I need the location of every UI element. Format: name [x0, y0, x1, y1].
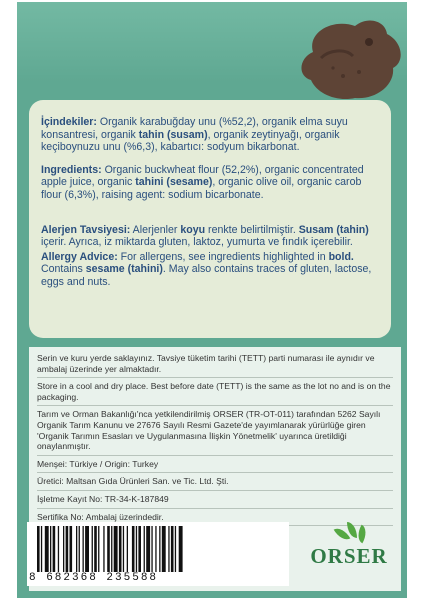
allergy-tr-text-3: içerir. Ayrıca, iz miktarda gluten, laktoz, yumurta ve fındık içerebilir. [41, 236, 353, 249]
barcode-bar [70, 526, 73, 572]
barcode-bar [41, 526, 42, 572]
divider [37, 455, 393, 456]
barcode-bar [168, 526, 169, 572]
barcode-bar [146, 526, 150, 572]
ingredients-en-text-2: , organic olive oil, organic carob flour (6,3%), raising agent: sodium bicarbonate. [41, 176, 362, 201]
allergy-en-heading: Allergy Advice: [41, 250, 118, 263]
divider [37, 508, 393, 509]
divider [37, 490, 393, 491]
allergy-en-text: For allergens, see ingredients highlighted in [117, 250, 329, 263]
barcode-bar [155, 526, 156, 572]
divider [37, 472, 393, 473]
storage-en: Store in a cool and dry place. Best before date (TETT) is the same as the lot no and is on the packaging. [37, 381, 391, 402]
orser-logo [307, 520, 391, 572]
storage-tr: Serin ve kuru yerde saklayınız. Tavsiye tüketim tarihi (TETT) parti numarası ile aynıdır ve ambalaj üzerinde yer almaktadır. [37, 353, 375, 374]
barcode-bars [35, 526, 281, 572]
allergy-tr-text-2: renkte belirtilmiştir. [205, 223, 299, 236]
barcode-bar [159, 526, 160, 572]
barcode-number: 8 682368 235588 [29, 572, 159, 584]
producer-text: Üretici: Maltsan Gıda Ürünleri San. ve Tic. Ltd. Şti. [37, 476, 229, 487]
barcode-bar [136, 526, 137, 572]
barcode-bar [132, 526, 135, 572]
package-background [17, 2, 407, 598]
barcode-bar [144, 526, 145, 572]
barcode [27, 522, 289, 586]
allergy-en-bold-2: sesame (tahini) [85, 263, 163, 276]
barcode-bar [111, 526, 112, 572]
barcode-bar [63, 526, 64, 572]
allergy-en-text-3: . May also contains traces of gluten, lactose, eggs and nuts. [41, 263, 372, 288]
ingredients-en-heading: Ingredients: [41, 163, 102, 176]
divider [37, 377, 393, 378]
ingredients-en [41, 164, 381, 202]
logo-text: ORSER [310, 544, 388, 568]
certification-text: Tarım ve Orman Bakanlığı'nca yetkilendirilmiş ORSER (TR-OT-011) tarafından 5262 Sayılı Organik Tarım Kanunu ve 27676 Sayılı Resmi Gazete'de yayımlanarak yürürlüğe giren 'Organik Tarımın Esasları ve Uygulanmasına İlişkin Yönetmelik' uyarınca üretildiği onaylanmıştır. [37, 409, 381, 452]
ingredients-en-text: Organic buckwheat flour (52,2%), organic concentrated apple juice, organic [41, 163, 364, 189]
barcode-bar [53, 526, 56, 572]
barcode-bar [50, 526, 51, 572]
registration-text: İşletme Kayıt No: TR-34-K-187849 [37, 493, 169, 504]
allergy-tr-text: Alerjenler [130, 223, 181, 236]
allergy-tr-heading: Alerjen Tavsiyesi: [41, 223, 131, 236]
certificate-text: Sertifika No: Ambalaj üzerindedir. [37, 511, 164, 522]
bird-cookie-icon [293, 12, 405, 104]
barcode-bar [76, 526, 77, 572]
barcode-bar [151, 526, 152, 572]
barcode-bar [103, 526, 104, 572]
barcode-bar [123, 526, 124, 572]
allergy-tr [41, 224, 381, 249]
barcode-bar [127, 526, 128, 572]
barcode-bar [175, 526, 176, 572]
barcode-bar [58, 526, 59, 572]
ingredients-tr-text-2: , organik zeytinyağı, organik keçiboynuzu unu (%6,3), kabartıcı: sodyum bikarbonat. [41, 128, 340, 154]
ingredients-tr-text: Organik karabuğday unu (%52,2), organik elma suyu konsantresi, organik [41, 116, 348, 141]
barcode-bar [138, 526, 141, 572]
barcode-bar [85, 526, 89, 572]
barcode-bar [45, 526, 49, 572]
barcode-bar [37, 526, 40, 572]
barcode-bar [107, 526, 110, 572]
allergy-tr-bold-2: Susam (tahin) [298, 223, 369, 236]
ingredients-tr-heading: İçindekiler: [41, 116, 97, 128]
barcode-bar [98, 526, 99, 572]
barcode-bar [114, 526, 118, 572]
barcode-bar [66, 526, 69, 572]
divider [37, 405, 393, 406]
origin-text: Menşei: Türkiye / Origin: Turkey [37, 458, 159, 469]
allergy-en [41, 251, 381, 289]
barcode-bar [79, 526, 80, 572]
allergy-tr-bold-1: koyu [180, 223, 206, 236]
ingredients-tr-allergen: tahin (susam) [138, 128, 208, 141]
barcode-bar [92, 526, 93, 572]
allergy-en-bold-1: bold. [328, 250, 354, 263]
ingredients-tr [41, 116, 381, 154]
barcode-bar [162, 526, 166, 572]
barcode-bar [94, 526, 97, 572]
barcode-bar [119, 526, 122, 572]
allergy-en-text-2: Contains [41, 263, 86, 276]
ingredients-en-allergen: tahini (sesame) [135, 176, 213, 189]
barcode-bar [83, 526, 84, 572]
barcode-bar [171, 526, 174, 572]
barcode-bar [179, 526, 183, 572]
ingredients-panel [29, 100, 391, 338]
